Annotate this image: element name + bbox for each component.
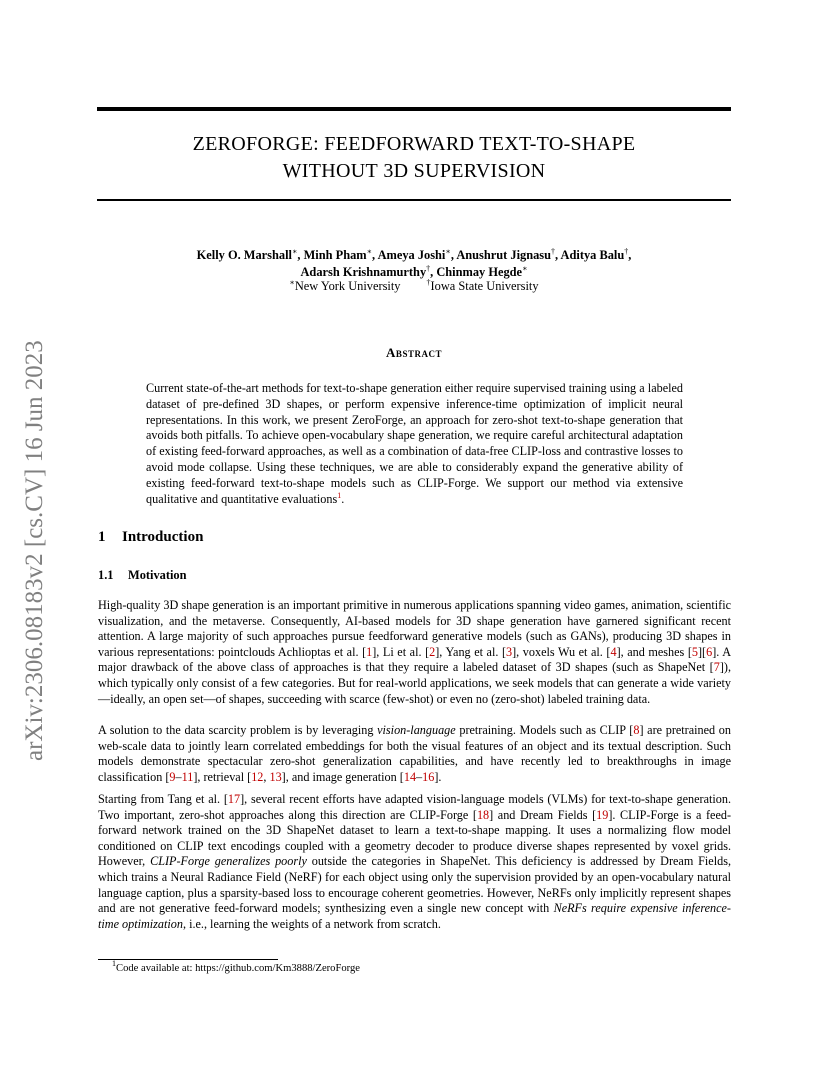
citation-link[interactable]: 14 [403,769,417,784]
affiliation-mark: ∗ [445,247,451,256]
abstract-heading: Abstract [386,345,442,360]
citation-link[interactable]: 18 [476,807,490,822]
author-separator: , [430,265,437,279]
affiliation-mark: ∗ [291,247,298,256]
body-text: – [416,769,423,784]
body-text: pretraining. Models such as CLIP [ [455,723,634,737]
emphasis-text: NeRFs require expensive inference-time optimization [98,901,731,931]
footnote: $^1$Code available at: https://github.com/Km3888/ZeroForge [112,959,361,974]
author-name: Kelly O. Marshall [196,248,292,262]
paragraph-2 [98,723,731,785]
abstract-text: Current state-of-the-art methods for text-to-shape generation either require supervised training using a labeled dataset of pre-defined 3D shapes, or perform expensive inference-time optimization of implicit neural representations. In this work, we present ZeroForge, an approach for zero-shot text-to-shape generation that avoids both pitfalls. To achieve open-vocabulary shape generation, we require careful architectural adaptation of existing feed-forward approaches, as well as a combination of data-free CLIP-loss and contrastive losses to avoid mode collapse. Using these techniques, we are able to considerably expand the generative ability of existing feed-forward text-to-shape models such as CLIP-Forge. We support our method via extensive qualitative and quantitative evaluations$^1$. [146,381,683,506]
body-text: ], several recent efforts have adapted vision-language models (VLMs) for text-to-shape generation. Two important, zero-shot approaches along this direction are CLIP-Forge [ [98,792,731,822]
citation-link[interactable]: 17 [227,792,241,806]
body-text: , [263,769,270,784]
section-heading: 1 Introduction [98,529,204,545]
paper-title-line-1: ZEROFORGE: FEEDFORWARD TEXT-TO-SHAPE [192,133,636,155]
body-text: High-quality 3D shape generation is an important primitive in numerous applications spanning video games, animation, scientific visualization, and the metaverse. Consequently, AI-based models for 3D shape generation have garnered significant recent attention. A large majority of such approaches pursue feedforward generative models (such as GANs), producing 3D shapes in various representations: pointclouds Achlioptas et al. [ [98,598,731,659]
body-text: ]), which typically only consist of a few categories. But for real-world applications, we seek models that can generate a wide variety—ideally, an open set—of shapes, succeeding with scarce (few-shot) or even no (zero-shot) labeled training data. [98,660,731,706]
body-text: ], Li et al. [ [372,644,430,659]
citation-link[interactable]: 16 [422,769,435,784]
affiliation-mark: ∗ [366,247,373,256]
emphasis-text: CLIP-Forge generalizes poorly [150,854,307,869]
citation-link[interactable]: 13 [269,769,282,784]
title-bottom-rule [97,199,731,201]
body-text: outside the categories in ShapeNet. This deficiency is addressed by Dream Fields, which trains a Neural Radiance Field (NeRF) for each object using only the supervision provided by an open-vocabulary natural language caption, plus a sparsity-based loss to encourage coherent geometries. However, NeRFs only implicitly represent shapes and are not generative feed-forward models; synthesizing even a single new concept with [98,854,731,916]
citation-link[interactable]: 7 [713,660,720,675]
citation-link[interactable]: 8 [633,723,640,737]
author-list-line-1 [97,246,731,264]
footnote-rule [98,959,278,960]
author-name: Ameya Joshi [377,248,446,262]
body-text: ], Yang et al. [ [435,644,507,659]
arxiv-stamp: arXiv:2306.08183v2 [cs.CV] 16 Jun 2023 [21,340,48,761]
author-name: Chinmay Hegde [436,265,523,279]
footnote-ref[interactable]: 1 [337,490,342,500]
affiliation-mark: † [624,247,629,256]
citation-link[interactable]: 4 [610,644,617,659]
citation-link[interactable]: 11 [181,769,194,784]
body-text: ]. [434,769,442,784]
title-top-rule [97,107,731,111]
author-name: Adarsh Krishnamurthy [300,265,427,279]
body-text: – [175,769,182,784]
author-separator: , [628,248,632,262]
author-name: Anushrut Jignasu [456,248,552,262]
body-text: ] and Dream Fields [ [489,807,597,822]
body-text: ], voxels Wu et al. [ [512,644,611,659]
author-name: Minh Pham [303,248,367,262]
body-text: , i.e., learning the weights of a network from scratch. [182,916,441,931]
author-name: Aditya Balu [560,248,625,262]
body-text: ] are pretrained on web-scale data to jointly learn correlated embeddings for both the visual features of an object and its textual description. Such models demonstrate spectacular zero-shot generalization capabilities, and have recently led to breakthroughs in image classification [ [98,723,731,784]
author-separator: , [297,248,304,262]
body-text: ], and meshes [ [616,644,692,659]
paper-title-line-2: WITHOUT 3D SUPERVISION [282,160,546,182]
affiliation-mark: ∗ [522,264,528,273]
citation-link[interactable]: 2 [429,644,436,659]
citation-link[interactable]: 1 [366,644,373,659]
citation-link[interactable]: 19 [596,807,609,822]
body-text: ], retrieval [ [193,769,252,784]
citation-link[interactable]: 12 [251,769,264,784]
citation-link[interactable]: 6 [706,644,713,659]
affiliation-mark: † [426,264,431,273]
body-text: ][ [698,644,707,659]
citation-link[interactable]: 3 [506,644,513,659]
author-separator: , [555,248,561,262]
affiliation-mark: † [551,247,556,256]
body-text: ]. CLIP-Forge is a feed-forward network trained on the 3D ShapeNet dataset to learn a text-to-shape mapping. It uses a normalizing flow model conditioned on CLIP text encodings coupled with a geometry decoder to produce diverse shapes represented by voxel grids. However, [98,807,732,869]
citation-link[interactable]: 9 [169,769,176,784]
body-text: ], and image generation [ [281,769,404,784]
paragraph-1 [98,598,731,707]
affiliations: ∗New York University †Iowa State University [289,278,539,293]
subsection-heading: 1.1 Motivation [98,568,187,582]
author-separator: , [450,248,457,262]
paragraph-3 [98,792,731,932]
body-text: A solution to the data scarcity problem is by leveraging [98,723,378,737]
emphasis-text: vision-language [377,723,456,737]
citation-link[interactable]: 5 [691,644,698,659]
body-text: ]. A major drawback of the above class of approaches is that they require a labeled dataset of 3D shapes (such as ShapeNet [ [98,644,732,675]
body-text: Starting from Tang et al. [ [98,792,228,806]
author-separator: , [372,248,378,262]
